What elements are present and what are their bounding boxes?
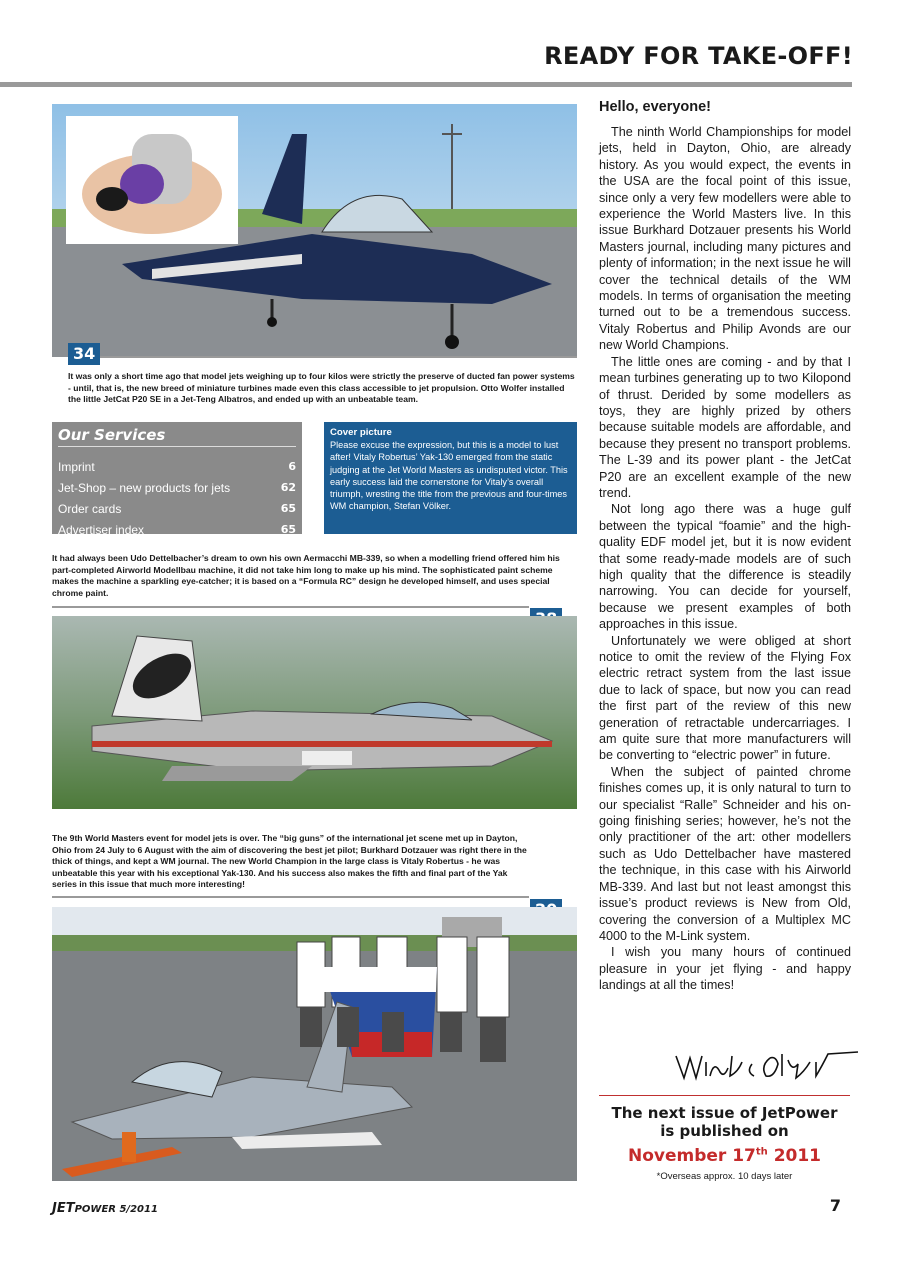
service-item-page: 65 xyxy=(280,502,296,515)
service-item[interactable] xyxy=(58,498,296,519)
editorial-body xyxy=(599,124,851,994)
service-item[interactable] xyxy=(58,456,296,477)
editor-signature xyxy=(672,1042,862,1088)
service-item-page: 62 xyxy=(280,481,296,494)
feature-20-rule xyxy=(52,896,529,898)
editorial-paragraph: Unfortunately we were obliged at short notice to omit the review of the Flying Fox electric retract system from the last issue due to lack of space, but now you can read the first part of the review of this new generation of retractable undercarriages. I am quite sure that more manufacturers will be converting to “electric power” in future. xyxy=(599,633,851,763)
service-item[interactable] xyxy=(58,519,296,540)
service-item-page: 6 xyxy=(288,460,296,473)
editorial-paragraph: The ninth World Championships for model jets, held in Dayton, Ohio, are already history. As you would expect, the events in the USA are the focal point of this issue, since only a very few modellers were able to experience the World Masters live. In this issue Burkhard Dotzauer presents his World Masters journal, including many pictures and plenty of information; in the next issue he will cover the technical details of the WM models. In terms of organisation the meeting turned out to be a tremendous success. Vitaly Robertus and Philip Avonds are our new World Champions. xyxy=(599,125,851,353)
photo-albatros-jet xyxy=(52,104,577,357)
feature-34-page-tab: 34 xyxy=(68,343,100,365)
footer-brand xyxy=(52,1201,158,1216)
service-item-page: 65 xyxy=(280,523,296,536)
service-item-label: Advertiser index xyxy=(58,522,145,537)
next-issue-date-suffix: th xyxy=(755,1146,768,1158)
our-services-box xyxy=(52,422,302,537)
footer-brand-jet: JET xyxy=(52,1201,75,1216)
next-issue-date-year: 2011 xyxy=(767,1146,822,1166)
feature-34-rule xyxy=(100,356,577,358)
feature-34-caption: It was only a short time ago that model jets weighing up to four kilos were strictly the preserve of ducted fan power systems - until, that is, the new breed of miniature turbines made even this class accessible to jet propulsion. Otto Wolfer installed the little JetCat P20 SE in a Jet-Teng Albatros, and ended up with an unbeatable team. xyxy=(68,371,575,405)
service-item-label: Imprint xyxy=(58,459,95,474)
footer-brand-rest: POWER 5/2011 xyxy=(74,1204,158,1215)
cover-picture-text: Please excuse the expression, but this is a model to lust after! Vitaly Robertus’ Yak-130 emerged from the static judging at the Jet World Masters as undisputed victor. This early success laid the cornerstone for Vitaly’s overall triumph, wresting the title from the previous and four-times WM champion, Stefan Völker. xyxy=(330,440,568,512)
next-issue-box xyxy=(599,1104,850,1182)
page-number: 7 xyxy=(829,1196,841,1215)
header-rule xyxy=(0,82,852,87)
service-item-label: Jet-Shop – new products for jets xyxy=(58,480,231,495)
cover-picture-box xyxy=(324,422,577,534)
feature-38-caption: It had always been Udo Dettelbacher’s dream to own his own Aermacchi MB-339, so when a modelling friend offered him his part-completed Airworld Modellbau machine, it did not take him long to make up his mind. The sophisticated paint scheme makes the machine a sparkling eye-catcher; it is based on a “Formula RC” design he developed himself, and uses special chrome paint. xyxy=(52,553,560,598)
next-issue-line1: The next issue of JetPower xyxy=(611,1104,838,1122)
our-services-title: Our Services xyxy=(58,426,296,447)
editorial-paragraph: I wish you many hours of continued pleasure in your jet flying - and happy landings at all the times! xyxy=(599,945,851,993)
editorial-column xyxy=(599,99,851,994)
next-issue-date-main: November 17 xyxy=(627,1146,756,1166)
editorial-paragraph: When the subject of painted chrome finishes comes up, it is only natural to turn to our specialist “Ralle” Schneider and his on-going finishing series; however, he’s not the only practitioner of the art: other modellers such as Udo Dettelbacher have mastered the technique, in this case with his Airworld MB-339. And last but not least amongst this issue’s product reviews is New from Old, covering the conversion of a Multiplex MC 4000 to the M-Link system. xyxy=(599,764,851,943)
cover-picture-title: Cover picture xyxy=(330,427,392,438)
feature-38-rule xyxy=(52,606,529,608)
feature-20-caption: The 9th World Masters event for model jets is over. The “big guns” of the international jet scene met up in Dayton, Ohio from 24 July to 6 August with the aim of discovering the best jet pilot; Burkhard Dotzauer was right there in the thick of things, and kept a WM journal. The new World Champion in the large class is Vitaly Robertus - he was unbeatable this year with his exceptional Yak-130. And his success also makes the fifth and final part of the Yak series in this issue that much more interesting! xyxy=(52,833,527,890)
photo-mb339-jet xyxy=(52,616,577,809)
next-issue-note: *Overseas approx. 10 days later xyxy=(656,1171,793,1182)
photo-world-masters-team xyxy=(52,907,577,1181)
service-item-label: Order cards xyxy=(58,501,122,516)
next-issue-line2: is published on xyxy=(660,1122,789,1140)
editorial-paragraph: Not long ago there was a huge gulf between the typical “foamie” and the high-quality EDF model jet, but it is now evident that some ready-made models are of such high quality that the difference is steadily narrowing. You can decide for yourself, because we present examples of both approaches in this issue. xyxy=(599,502,851,632)
page-header-title: READY FOR TAKE-OFF! xyxy=(544,42,853,70)
service-item[interactable] xyxy=(58,477,296,498)
next-issue-rule xyxy=(599,1095,850,1096)
editorial-greeting: Hello, everyone! xyxy=(599,99,712,115)
next-issue-date xyxy=(599,1146,850,1166)
editorial-paragraph: The little ones are coming - and by that I mean turbines generating up to two Kilopond of thrust. Derided by some modellers as toys, they are highly prized by others because suitable models are affordable, and because they present no transport problems. The L-39 and its power plant - the JetCat P20 are an excellent example of the new trend. xyxy=(599,354,851,500)
